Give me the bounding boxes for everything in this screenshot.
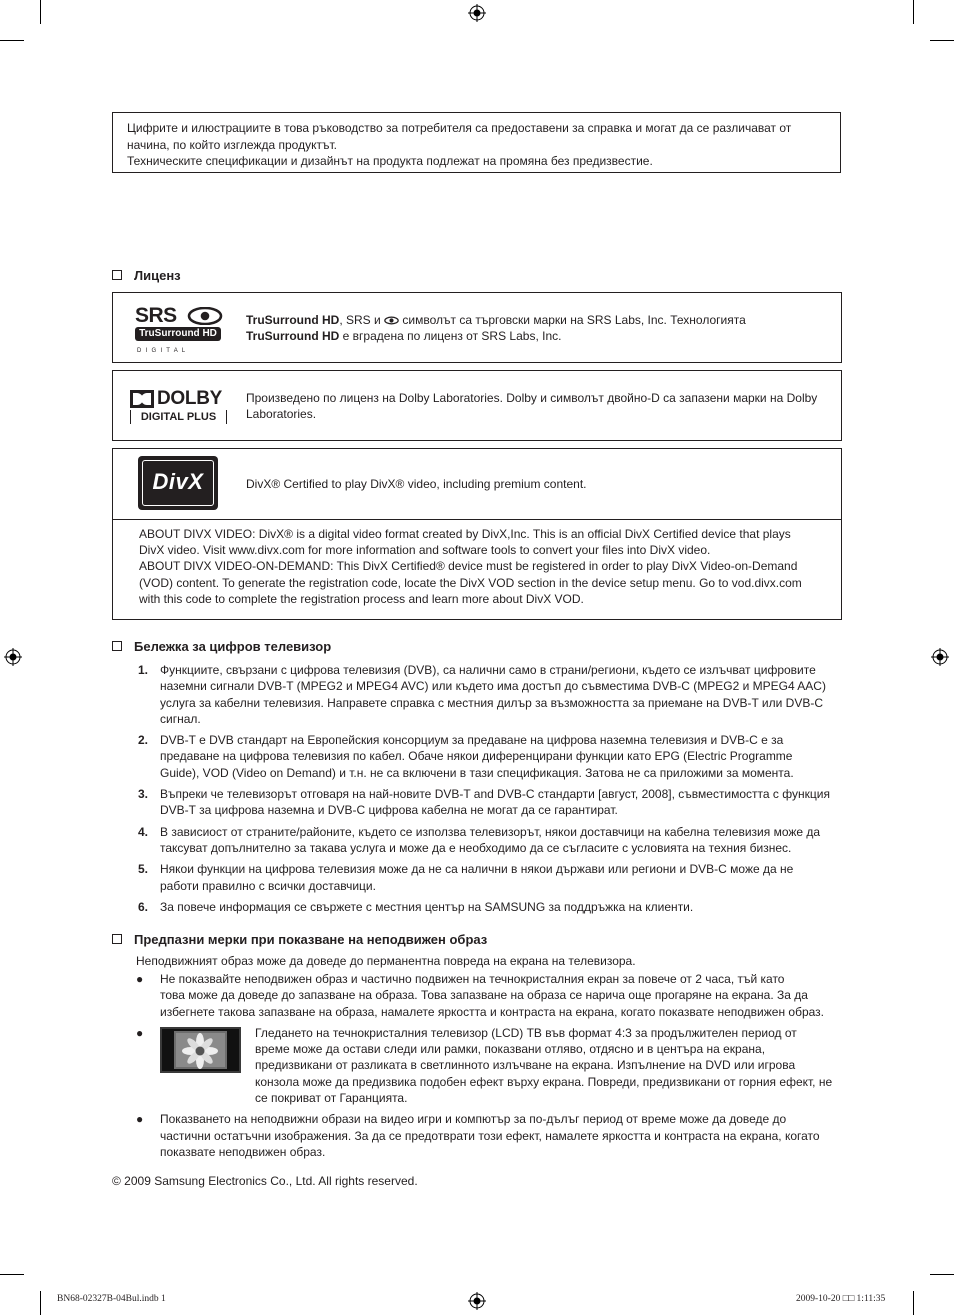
bullet-line: се покриват от Гаранцията.: [255, 1091, 408, 1106]
list-item: [112, 732, 844, 781]
list-item: [112, 971, 844, 1020]
bullet-line: частични остатъчни изображения. За да се предотврати този ефект, намалете яркостта и контраста на екрана, когато: [160, 1128, 820, 1143]
item-number: 2.: [138, 733, 149, 748]
srs-license-box: [112, 292, 842, 363]
still-intro: Неподвижният образ може да доведе до перманентна повреда на екрана на телевизора.: [136, 954, 636, 968]
srs-text: символът са търговски марки на SRS Labs, Inc. Технологията: [402, 313, 746, 327]
item-line: Някои функции на цифрова телевизия може да не са налични в някои държави или региони и DVB-C може да не: [160, 862, 794, 877]
dvb-heading: [112, 639, 331, 654]
registration-mark-icon: [468, 4, 486, 22]
dolby-logo-sub: DIGITAL PLUS: [130, 410, 227, 424]
divx-about-line: ABOUT DIVX VIDEO-ON-DEMAND: This DivX Certified® device must be registered in order to play DivX Video-on-Demand: [139, 559, 798, 574]
item-line: В зависиост от страните/районите, където се използва телевизорът, някои доставчици на кабелна телевизия може да: [160, 824, 821, 839]
checkbox-bullet-icon: [112, 641, 122, 651]
item-line: таксуват допълнително за такава услуга и може да е необходимо да се съгласите с условията на техния бизнес.: [160, 840, 792, 855]
item-line: работи правилно с всички доставчици.: [160, 878, 376, 893]
list-item: [112, 1025, 844, 1106]
bullet-line: Не показвайте неподвижен образ и частично подвижен на течнокристалния екран за повече от 2 часа, тъй като: [160, 972, 785, 986]
divx-about-section: [113, 519, 841, 619]
print-slug-timestamp: 2009-10-20 □□ 1:11:35: [796, 1294, 886, 1304]
item-line: сигнал.: [160, 711, 201, 726]
srs-circle-icon: [187, 307, 223, 325]
divx-about-line: ABOUT DIVX VIDEO: DivX® is a digital video format created by DivX,Inc. This is an official DivX Certified device that plays: [139, 527, 791, 541]
crop-mark: [0, 1274, 24, 1275]
item-line: Въпреки че телевизорът отговаря на най-новите DVB-T and DVB-C стандарти [август, 2008], съвместимостта с функция: [160, 787, 830, 802]
dolby-license-text: [246, 390, 829, 422]
still-heading-text: Предпазни мерки при показване на неподвижен образ: [134, 932, 488, 947]
still-bullets: [112, 971, 844, 1165]
tv-image-retention-illustration: [160, 1027, 241, 1073]
registration-mark-icon: [4, 648, 22, 666]
registration-mark-icon: [931, 648, 949, 666]
dolby-text-line: Laboratories.: [246, 407, 317, 421]
copyright-footer: © 2009 Samsung Electronics Co., Ltd. All rights reserved.: [112, 1174, 418, 1188]
item-line: DVB-T за цифрова наземна и DVB-C цифрова кабелна не могат да се гарантират.: [160, 803, 618, 818]
crop-mark: [930, 40, 954, 41]
item-line: предаване на цифрова телевизия по кабел. Обаче някои диференцирани функции като EPG (Electric Programme: [160, 749, 793, 764]
item-number: 6.: [138, 899, 149, 914]
srs-text: , SRS и: [339, 313, 381, 327]
srs-logo-text: SRS: [135, 304, 177, 327]
bullet-line: време може да остави следи или рамки, показвани отляво, отдясно и в центъра на екрана,: [255, 1042, 766, 1057]
bullet-icon: ●: [136, 972, 144, 986]
crop-mark: [40, 0, 41, 24]
bullet-line: Гледането на течнокристалния телевизор (LCD) ТВ във формат 4:3 за продължителен период от: [255, 1025, 797, 1040]
divx-logo-text: DivX: [152, 469, 204, 494]
crop-mark: [913, 1291, 914, 1315]
bullet-icon: ●: [136, 1112, 144, 1127]
double-d-icon: [130, 390, 154, 408]
dvb-heading-text: Бележка за цифров телевизор: [134, 639, 332, 654]
print-slug-filename: BN68-02327B-04Bul.indb 1: [57, 1294, 166, 1304]
item-line: наземни сигнали DVB-T (MPEG2 и MPEG4 AVC) или където има достъп до съвместима DVB-C (MPEG2 и MPEG4 AAC): [160, 679, 826, 694]
checkbox-bullet-icon: [112, 934, 122, 944]
license-heading: [112, 268, 181, 283]
still-image-heading: [112, 932, 487, 947]
srs-symbol-icon: [384, 316, 399, 325]
item-line: DVB-T е DVB стандарт на Европейския консорциум за предаване на цифрова наземна телевизия и DVB-C е за: [160, 733, 784, 748]
list-item: [112, 662, 844, 727]
srs-bold-term: TruSurround HD: [246, 313, 340, 327]
srs-logo-band: TruSurround HD: [135, 327, 221, 341]
crop-mark: [930, 1274, 954, 1275]
list-item: [112, 1111, 844, 1160]
dolby-license-box: [112, 370, 842, 441]
list-item: [112, 824, 844, 857]
srs-text: е вградена по лиценз от SRS Labs, Inc.: [342, 329, 562, 343]
bullet-line: Показването на неподвижни образи на видео игри и компютър за по-дълъг период от време може да доведе до: [160, 1112, 787, 1127]
divx-license-box: [112, 448, 842, 620]
bullet-line: конзола може да предизвика подобен ефект върху екрана. Повреди, предизвикани от горния ефект, не: [255, 1074, 833, 1089]
item-number: 5.: [138, 862, 149, 877]
srs-bold-term: TruSurround HD: [246, 329, 340, 343]
crop-mark: [40, 1291, 41, 1315]
srs-license-text: [246, 312, 829, 344]
dvb-list: [112, 662, 844, 920]
srs-logo: [135, 304, 223, 354]
disclaimer-line: Техническите спецификации и дизайнът на продукта подлежат на промяна без предизвестие.: [127, 154, 653, 168]
dolby-logo: [130, 390, 228, 426]
bullet-line: показвате неподвижен образ.: [160, 1144, 326, 1159]
crop-mark: [913, 0, 914, 24]
item-number: 1.: [138, 663, 149, 677]
license-heading-text: Лиценз: [134, 268, 181, 283]
divx-about-line: DivX video. Visit www.divx.com for more information and software tools to convert your files into DivX video.: [139, 543, 711, 558]
item-number: 4.: [138, 824, 149, 839]
item-line: Guide), VOD (Video on Demand) и т.н. не са включени в тази спецификация. Затова не са приложими за момента.: [160, 765, 794, 780]
divx-about-line: with this code to complete the registration process and learn more about DivX VOD.: [139, 591, 584, 606]
disclaimer-line: начина, по който изглежда продуктът.: [127, 137, 337, 152]
disclaimer-box: [112, 112, 841, 173]
list-item: [112, 861, 844, 894]
divx-about-line: (VOD) content. To generate the registration code, locate the DivX VOD section in the device setup menu. Go to vod.divx.com: [139, 575, 802, 590]
registration-mark-icon: [468, 1292, 486, 1310]
bullet-icon: ●: [136, 1025, 144, 1040]
dolby-logo-text: DOLBY: [157, 388, 223, 409]
disclaimer-line: Цифрите и илюстрациите в това ръководство за потребителя са предоставени за справка и могат да се различават от: [127, 121, 792, 135]
bullet-line: предизвикани от разликата в светлинното излъчване на екрана. Изпълнение на DVD или игрова: [255, 1058, 796, 1073]
list-item: [112, 786, 844, 819]
item-line: услуга за кабелни телевизия. Направете справка с местния дилър за възможността за приемане на DVB-T или DVB-C: [160, 695, 823, 710]
bullet-line: това може да доведе до запазване на образа. Това запазване на образа се нарича още прогаряне на екрана. За да: [160, 988, 808, 1003]
item-line: За повече информация се свържете с местния център на SAMSUNG за поддръжка на клиенти.: [160, 899, 694, 914]
item-line: Функциите, свързани с цифрова телевизия (DVB), са налични само в страни/региони, където се излъчват цифровите: [160, 663, 816, 677]
dolby-text-line: Произведено по лиценз на Dolby Laboratories. Dolby и символът двойно-D са запазени марки на Dolby: [246, 391, 818, 405]
checkbox-bullet-icon: [112, 270, 122, 280]
item-number: 3.: [138, 787, 149, 802]
crop-mark: [0, 40, 24, 41]
bullet-line: избегнете такова запазване на образа, намалете яркостта и контраста на екрана, когато показвате неподвижен образ.: [160, 1004, 824, 1019]
divx-logo: [138, 456, 218, 510]
srs-logo-sub: D I G I T A L: [137, 348, 187, 354]
divx-certified-text: DivX® Certified to play DivX® video, including premium content.: [246, 477, 587, 491]
list-item: [112, 899, 844, 915]
